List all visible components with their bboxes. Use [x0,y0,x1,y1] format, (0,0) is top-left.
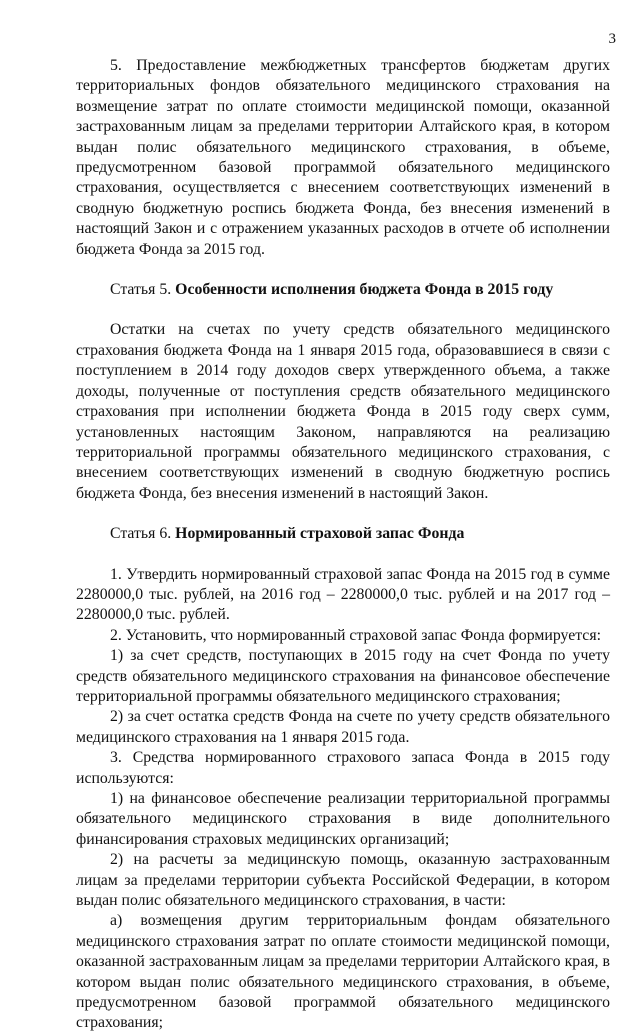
article6-paragraph-7: 2) на расчеты за медицинскую помощь, оказанную застрахованным лицам за пределами территории субъекта Российской Федерации, в котором выдан полис обязательного медицинского страхования, в части: [76,851,610,910]
article6-paragraph-2: 2. Установить, что нормированный страховой запас Фонда формируется: [110,626,601,644]
article6-heading [76,524,610,544]
article5-paragraph: Остатки на счетах по учету средств обязательного медицинского страхования бюджета Фонда на 1 января 2015 года, образовавшиеся в связи с поступлением в 2014 году доходов сверх утвержденного объема, а также доходы, полученные от поступления средств обязательного медицинского страхования при исполнении бюджета Фонда в 2015 году сверх сумм, установленных настоящим Законом, направляются на реализацию территориальной программы обязательного медицинского страхования, с внесением соответствующих изменений в сводную бюджетную роспись бюджета Фонда, без внесения изменений в настоящий Закон. [76,321,610,502]
article6-paragraph-3: 1) за счет средств, поступающих в 2015 году на счет Фонда по учету средств обязательного медицинского страхования на финансовое обеспечение территориальной программы обязательного медицинского страхования; [76,647,610,705]
article6-prefix: Статья 6. [110,525,172,543]
article6-paragraph-4: 2) за счет остатка средств Фонда на счете по учету средств обязательного медицинского страхования на 1 января 2015 года. [76,708,610,746]
article6-paragraph-6: 1) на финансовое обеспечение реализации территориальной программы обязательного медицинского страхования в виде дополнительного финансирования страховых медицинских организаций; [76,790,610,848]
article6-paragraph-5: 3. Средства нормированного страхового запаса Фонда в 2015 году используются: [76,749,610,787]
article6-paragraph-8: а) возмещения другим территориальным фондам обязательного медицинского страхования затрат по оплате стоимости медицинской помощи, оказанной застрахованным лицам за пределами территории Алтайского края, в котором выдан полис обязательного медицинского страхования, в объеме, предусмотренном базовой программой обязательного медицинского страхования; [76,912,610,1032]
document-body [76,0,610,1034]
article5-heading [76,280,610,300]
section5-paragraph: 5. Предоставление межбюджетных трансфертов бюджетам других территориальных фондов обязательного медицинского страхования на возмещение затрат по оплате стоимости медицинской помощи, оказанной застрахованным лицам за пределами территории Алтайского края, в котором выдан полис обязательного медицинского страхования, в объеме, предусмотренном базовой программой обязательного медицинского страхования, осуществляется с внесением соответствующих изменений в сводную бюджетную роспись бюджета Фонда, без внесения изменений в настоящий Закон и с отражением указанных расходов в отчете об исполнении бюджета Фонда за 2015 год. [76,57,610,258]
article5-prefix: Статья 5. [110,281,172,299]
article6-paragraph-1: 1. Утвердить нормированный страховой запас Фонда на 2015 год в сумме 2280000,0 тыс. рублей, на 2016 год – 2280000,0 тыс. рублей и на 2017 год – 2280000,0 тыс. рублей. [76,565,610,624]
article5-title: Особенности исполнения бюджета Фонда в 2015 году [175,281,554,299]
article6-title: Нормированный страховой запас Фонда [175,525,465,543]
page-number: 3 [608,31,616,47]
